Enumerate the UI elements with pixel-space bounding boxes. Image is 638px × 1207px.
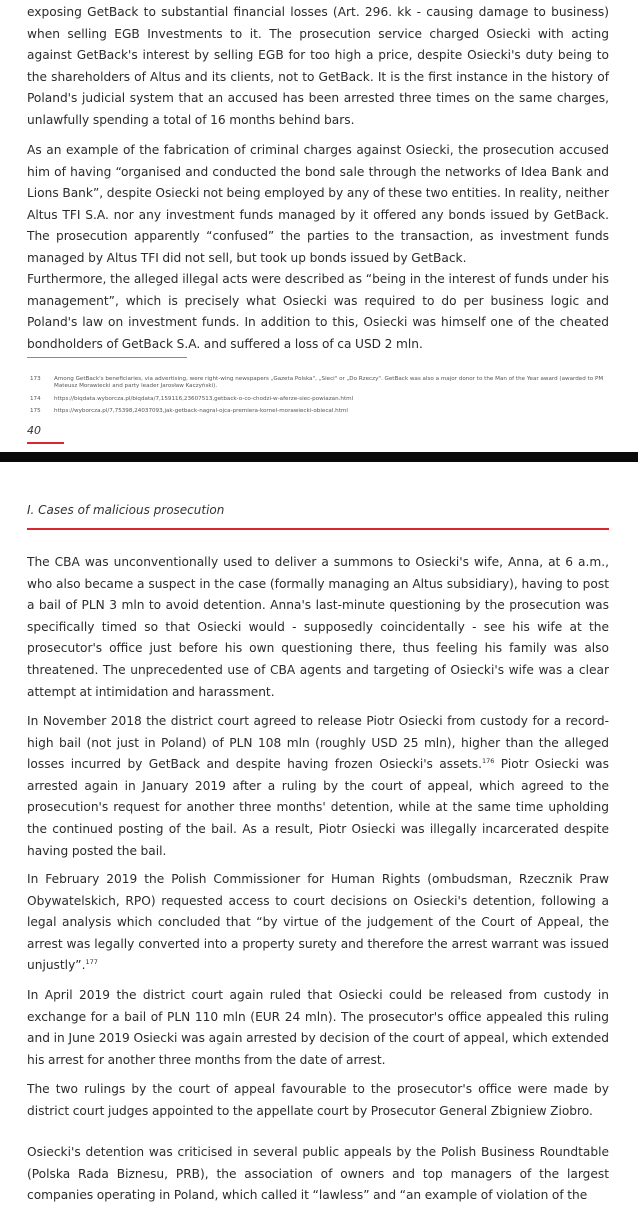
footnote-number: 173: [30, 376, 41, 382]
body-paragraph: In November 2018 the district court agreed to release Piotr Osiecki from custody for a record-high bail (not just in Poland) of PLN 108 mln (roughly USD 25 mln), higher than the alleged losses incurred by GetBack and despite having frozen Osiecki's assets.$^{176}$ Piotr Osiecki was arrested again in January 2019 after a ruling by the court of appeal, which agreed to the prosecution's request for another three months' detention, while at the same time upholding the continued posting of the bail. As a result, Piotr Osiecki was illegally incarcerated despite having posted the bail.: [27, 714, 609, 858]
section-title-underline: [27, 528, 609, 530]
footnote-number: 174: [30, 396, 41, 402]
footnote: [27, 408, 609, 415]
body-paragraph: The CBA was unconventionally used to deliver a summons to Osiecki's wife, Anna, at 6 a.m., who also became a suspect in the case (formally managing an Altus subsidiary), having to post a bail of PLN 3 mln to avoid detention. Anna's last-minute questioning by the prosecution was specifically timed so that Osiecki would - supposedly coincidentally - see his wife at the prosecutor's office just before his own questioning there, thus feeling his family was also threatened. The unprecedented use of CBA agents and targeting of Osiecki's wife was a clear attempt at intimidation and harassment.: [27, 555, 609, 699]
body-paragraph: In April 2019 the district court again ruled that Osiecki could be released from custody in exchange for a bail of PLN 110 mln (EUR 24 mln). The prosecutor's office appealed this ruling and in June 2019 Osiecki was again arrested by decision of the court of appeal, which extended his arrest for another three months from the date of arrest.: [27, 988, 609, 1067]
footnote-link[interactable]: https://biqdata.wyborcza.pl/biqdata/7,159116,23607513,getback-o-co-chodzi-w-aferze-siec-powiazan.html: [54, 396, 354, 402]
page-separator: [0, 452, 638, 462]
page-number-underline: [27, 442, 64, 444]
body-paragraph: In February 2019 the Polish Commissioner for Human Rights (ombudsman, Rzecznik Praw Obywatelskich, RPO) requested access to court decisions on Osiecki's detention, following a legal analysis which concluded that “by virtue of the judgement of the Court of Appeal, the arrest was legally converted into a property surety and therefore the arrest warrant was issued unjustly”.$^{177}$: [27, 872, 609, 973]
footnote-divider: [27, 357, 187, 358]
body-paragraph: Osiecki's detention was criticised in several public appeals by the Polish Business Roundtable (Polska Rada Biznesu, PRB), the association of owners and top managers of the largest companies operating in Poland, which called it “lawless” and “an example of violation of the: [27, 1145, 609, 1203]
body-paragraph: Furthermore, the alleged illegal acts were described as “being in the interest of funds under his management”, which is precisely what Osiecki was required to do per business logic and Poland's law on investment funds. In addition to this, Osiecki was himself one of the cheated bondholders of GetBack S.A. and suffered a loss of ca USD 2 mln.: [27, 272, 609, 351]
footnote-ref[interactable]: 176: [481, 757, 495, 766]
footnote-ref[interactable]: 177: [85, 958, 98, 967]
page-40: [0, 0, 638, 452]
footnote: [27, 376, 609, 390]
footnote-text: Among GetBack's beneficiaries, via advertising, were right-wing newspapers „Gazeta Polska", „Sieci" or „Do Rzeczy". GetBack was also a major donor to the Man of the Year award (awarded to PM Mateusz Morawiecki and party leader Jarosław Kaczyński).: [54, 376, 604, 390]
section-title: I. Cases of malicious prosecution: [27, 503, 225, 517]
page-number: 40: [27, 424, 41, 437]
footnote-link[interactable]: https://wyborcza.pl/7,75398,24037093,jak-getback-nagral-ojca-premiera-kornel-morawiecki-obiecal.html: [54, 408, 348, 414]
body-paragraph: The two rulings by the court of appeal favourable to the prosecutor's office were made by district court judges appointed to the appellate court by Prosecutor General Zbigniew Ziobro.: [27, 1082, 609, 1118]
body-paragraph: exposing GetBack to substantial financial losses (Art. 296. kk - causing damage to business) when selling EGB Investments to it. The prosecution service charged Osiecki with acting against GetBack's interest by selling EGB for too high a price, despite Osiecki's duty being to the shareholders of Altus and its clients, not to GetBack. It is the first instance in the history of Poland's judicial system that an accused has been arrested three times on the same charges, unlawfully spending a total of 16 months behind bars.: [27, 5, 609, 127]
footnote: [27, 396, 609, 403]
body-paragraph: As an example of the fabrication of criminal charges against Osiecki, the prosecution accused him of having “organised and conducted the bond sale through the networks of Idea Bank and Lions Bank”, despite Osiecki not being employed by any of these two entities. In reality, neither Altus TFI S.A. nor any investment funds managed by it offered any bonds issued by GetBack. The prosecution apparently “confused” the parties to the transaction, as investment funds managed by Altus TFI did not sell, but took up bonds issued by GetBack.: [27, 143, 609, 265]
footnote-number: 175: [30, 408, 41, 414]
